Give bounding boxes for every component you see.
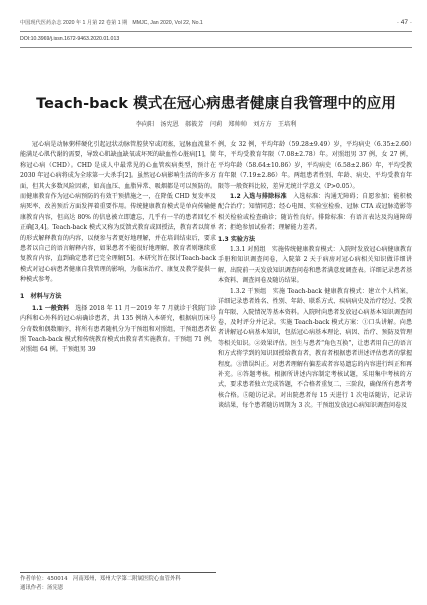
corresponding-author: 通讯作者：汤宪恩 <box>20 585 64 592</box>
header-rule <box>20 31 412 32</box>
article-title: Teach-back 模式在冠心病患者健康自我管理中的应用 <box>36 96 396 112</box>
doi-line: DOI:10.3969/j.issn.1672-9463.2020.01.013 <box>20 36 120 42</box>
general-data-paragraph <box>20 304 216 356</box>
journal-citation: 中国现代医药杂志 2020 年 1 月第 22 卷第 1 期 MMJC, Jan 2020, Vol 22, No.1 <box>20 20 203 26</box>
subsection-heading: 1.3 实验方法 <box>218 235 256 243</box>
footnote <box>20 572 216 593</box>
intervention-group-paragraph: 1.3.2 干预组 实施 Teach-back 健康教育模式：建立个人档案，详细记录患者姓名、性别、年龄、联系方式、疾病病史及治疗经过、受教育年限、入院情况等基本资料。入院时向患者发放冠心病基本知识调查问卷，及时评分并记录。实施 Teach-back 模式方案：①口头讲解。向患者讲解冠心病基本知识，包括冠心病基本理论、病因、治疗、预防及管理等相关知识。②效果评估。医生与患者“角色互换”，让患者用自己的语言和方式将学到的知识回授给教育者，教育者根据患者讲述评估患者的掌握程度。③错误纠正。对患者理解有偏差或者容易遗忘的内容进行纠正和再补充。④答题考核。根据所讲述内容制定考核试题，采用集中考核的方式，要求患者独立完成答题，不合格者重复二、三阶段，确保所有患者考核合格。⑤随访记录。对出院患者每 15 天进行 1 次电话随访，记录访谈结果，每个患者随访周期为 3 次。干预组发放冠心病知识调查问卷及 <box>218 287 412 410</box>
subsection-heading: 1.1 一般资料 <box>32 304 70 312</box>
author-affiliation: 作者单位：450014 河南郑州，郑州大学第二附属医院心血管外科 <box>20 576 181 582</box>
doi-rule <box>20 47 412 48</box>
intro-paragraph: 冠心病是动脉粥样硬化引起冠状动脉管腔狭窄或闭塞，冠脉血流量不能满足心肌代谢的需要，导致心肌缺血缺氧或坏死的缺血性心脏病[1]，简称冠心病（CHD）。CHD 是成人中最常见的心血管疾病类型，预计在 2030 年冠心病将成为全球第一大杀手[2]。虽然冠心病影响生活的许多方面，但其大多数风险因素，如高血压、血脂异常、吸烟都是可以预防的。而健康教育作为冠心病预防的有效干预措施之一，在降低 CHD 复发率及病死率、改善预后方面发挥着重要作用。传统健康教育模式是单向传输健康教育内容，但高达 80% 的信息被立即遗忘，几乎有一半的患者回忆不正确[3,4]。Teach-back 模式又称为反馈式教育或回授法，教育者以简单的形式解释教育的内容，以便参与者更好地理解，并在培训结束后，要求患者以自己的语言解释内容，如果患者不能很好地理解，教育者则继续重复教育内容，直到确定患者已完全理解[5]。本研究旨在探讨Teach-back 模式对冠心病患者健康自我管理的影响，为临床治疗、康复及教学提供一种模式参考。 <box>20 141 217 284</box>
control-group-paragraph: 1.3.1 对照组 实施传统健康教育模式：入院时发放冠心病健康教育手册和知识调查问卷，入院第 2 天于病房对冠心病相关知识做详细讲解，出院前一天发放知识调查问卷和患者满意度调查表。详细记录患者基本资料、调查问卷及随访结果。 <box>218 246 412 285</box>
continued-paragraph: 例，女 32 例，平均年龄（59.28±9.49）岁，平均病史（6.35±2.60）年，平均受教育年限（7.08±2.78）年。对照组男 37 例，女 27 例，平均年龄（58.64±10.86）岁，平均病史（6.58±2.86）年，平均受教育年限（7.19±2.86）年。两组患者性别、年龄、病史、平均受教育年限等一般资料比较，差异无统计学意义（P>0.05）。 <box>218 141 412 190</box>
page-number: · 47 · <box>396 19 412 26</box>
subsection-heading: 1.2 入选与排除标准 <box>230 193 287 201</box>
author-list: 李向阳 汤宪恩 郝筱芳 闫莉 郑帅帅 刘方方 王培利 <box>135 121 297 128</box>
left-column <box>20 140 216 356</box>
criteria-paragraph <box>218 192 412 234</box>
right-column <box>218 140 412 412</box>
criteria-text: 入选标准：沟通无障碍；自愿参加；能积极配合治疗；知情同意；经心电图、实验室检验、冠脉 CTA 或冠脉造影等相关检验或检查确诊；随访性良好。排除标准：有语言表达及沟通障碍者；拒绝参加试验者；理解能力差者。 <box>218 193 412 232</box>
general-data-text: 选择 2018 年 11 月～2019 年 7 月就诊于我院门诊内科和心外科的冠心病确诊患者，共 135 例纳入本研究，根据病历床号分奇数和偶数顺序，将所有患者随机分为干预组和对照组，干预组患者依照 Teach-back 模式和传统教育模式由教育者实施教育。干预组 71 例，对照组 64 例。干预组男 39 <box>20 304 217 354</box>
section-heading-methods: 1 材料与方法 <box>20 292 62 300</box>
